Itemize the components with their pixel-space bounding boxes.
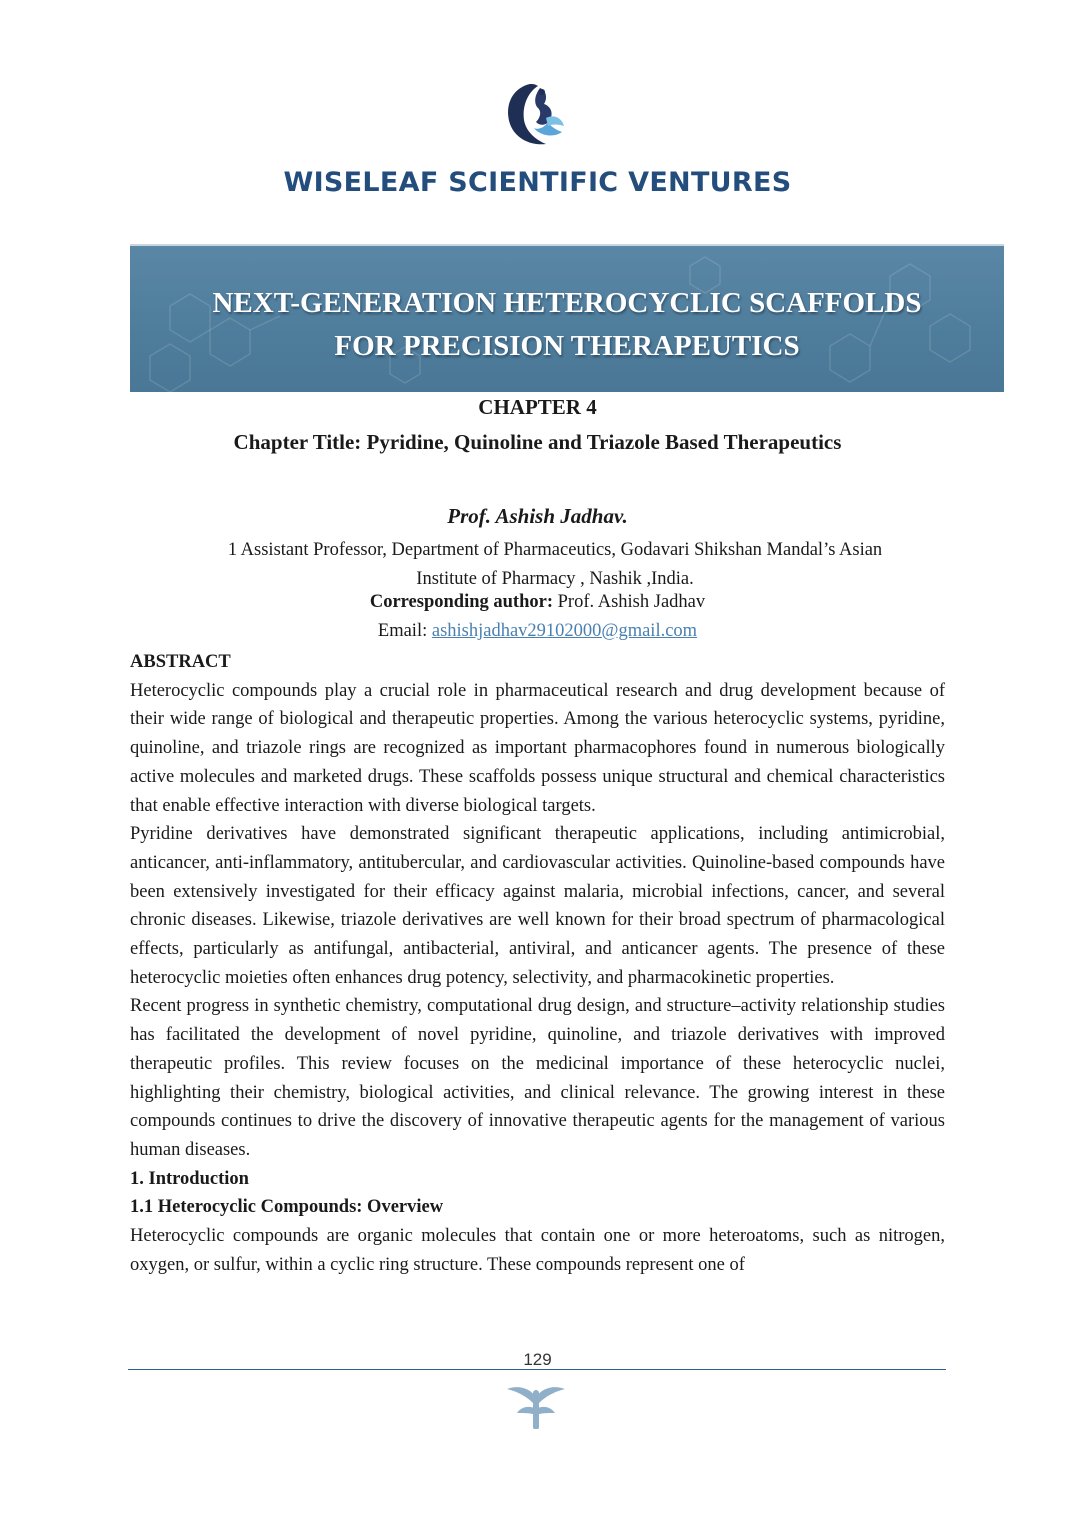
body-text: [130, 648, 945, 1279]
publisher-logo-icon: [500, 78, 570, 150]
abstract-paragraph: Pyridine derivatives have demonstrated significant therapeutic applications, including antimicrobial, anticancer, anti-inflammatory, antitubercular, and cardiovascular activities. Quinoline-based compounds have been extensively investigated for their efficacy against malaria, microbial infections, cancer, and several chronic diseases. Likewise, triazole derivatives are well known for their broad spectrum of pharmacological effects, particularly as antifungal, antibacterial, antiviral, and anticancer agents. The presence of these heterocyclic moieties often enhances drug potency, selectivity, and pharmacokinetic properties.: [130, 824, 945, 988]
abstract-paragraph: Recent progress in synthetic chemistry, computational drug design, and structure–activity relationship studies has facilitated the development of novel pyridine, quinoline, and triazole derivatives with improved therapeutic profiles. This review focuses on the medicinal importance of these heterocyclic nuclei, highlighting their chemistry, biological activities, and clinical relevance. The growing interest in these compounds continues to drive the discovery of innovative therapeutic agents for the management of various human diseases.: [130, 996, 945, 1160]
corresponding-author: [0, 592, 1075, 613]
abstract-heading: ABSTRACT: [130, 652, 231, 672]
author-affiliation: [160, 536, 950, 594]
book-title: [130, 282, 1004, 368]
email-label: Email:: [377, 621, 432, 641]
author-email: [0, 621, 1075, 642]
affiliation-line-1: 1 Assistant Professor, Department of Pharmaceutics, Godavari Shikshan Mandal’s Asian: [227, 540, 883, 560]
author-name: Prof. Ashish Jadhav.: [447, 504, 628, 528]
chapter-title: Chapter Title: Pyridine, Quinoline and Triazole Based Therapeutics: [233, 430, 842, 454]
overview-subheading: 1.1 Heterocyclic Compounds: Overview: [130, 1197, 444, 1218]
corresponding-label: Corresponding author:: [369, 592, 553, 612]
corresponding-name: Prof. Ashish Jadhav: [553, 592, 706, 612]
leaf-sprout-icon: [505, 1383, 567, 1429]
abstract-paragraph: Heterocyclic compounds play a crucial role in pharmaceutical research and drug development because of their wide range of biological and therapeutic properties. Among the various heterocyclic systems, pyridine, quinoline, and triazole rings are recognized as important pharmacophores found in numerous biologically active molecules and marketed drugs. These scaffolds possess unique structural and chemical characteristics that enable effective interaction with diverse biological targets.: [130, 680, 945, 816]
footer-divider: [128, 1369, 946, 1370]
introduction-paragraph: Heterocyclic compounds are organic molecules that contain one or more heteroatoms, such as nitrogen, oxygen, or sulfur, within a cyclic ring structure. These compounds represent one of: [130, 1226, 945, 1275]
book-title-line-1: NEXT-GENERATION HETEROCYCLIC SCAFFOLDS: [212, 287, 922, 319]
chapter-number: CHAPTER 4: [478, 395, 597, 419]
introduction-heading: 1. Introduction: [130, 1168, 249, 1189]
book-title-line-2: FOR PRECISION THERAPEUTICS: [334, 330, 800, 362]
affiliation-line-2: Institute of Pharmacy , Nashik ,India.: [416, 569, 694, 589]
page-number: 129: [523, 1350, 552, 1369]
publisher-name: WISELEAF SCIENTIFIC VENTURES: [283, 167, 792, 198]
email-link[interactable]: ashishjadhav29102000@gmail.com: [431, 621, 698, 641]
book-title-banner: [130, 244, 1004, 392]
